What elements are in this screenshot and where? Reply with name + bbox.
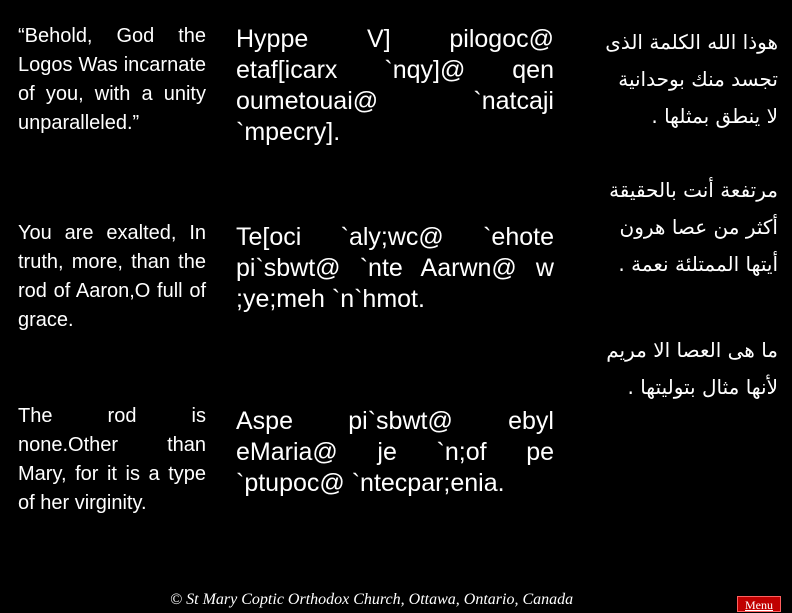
stanza-2-arabic bbox=[566, 172, 778, 283]
stanza-3-arabic bbox=[566, 332, 778, 406]
stanza-1-coptic: Hyppe V] pilogoc@ etaf[icarx `nqy]@ qen oumetouai@ `natcaji `mpecry]. bbox=[236, 25, 554, 146]
stanza-1-english: “Behold, God the Logos Was incarnate of you, with a unity unparalleled.” bbox=[18, 25, 206, 134]
arabic-line: لا ينطق بمثلها . bbox=[651, 104, 778, 128]
arabic-line: هوذا الله الكلمة الذى bbox=[605, 30, 778, 54]
copyright-footer: © St Mary Coptic Orthodox Church, Ottawa, Ontario, Canada bbox=[170, 591, 574, 608]
arabic-line: تجسد منك بوحدانية bbox=[618, 67, 778, 91]
stanza-1-arabic bbox=[566, 24, 778, 135]
stanza-2-english: You are exalted, In truth, more, than the rod of Aaron,O full of grace. bbox=[18, 222, 206, 331]
arabic-line: أكثر من عصا هرون bbox=[619, 215, 778, 239]
arabic-line: لأنها مثال بتوليتها . bbox=[627, 375, 778, 399]
arabic-line: مرتفعة أنت بالحقيقة bbox=[609, 178, 778, 202]
arabic-line: أيتها الممتلئة نعمة . bbox=[618, 252, 778, 276]
stanza-3-english: The rod is none.Other than Mary, for it is a type of her virginity. bbox=[18, 405, 206, 514]
stanza-2-coptic: Te[oci `aly;wc@ `ehote pi`sbwt@ `nte Aarwn@ w ;ye;meh `n`hmot. bbox=[236, 223, 554, 313]
menu-button[interactable]: Menu bbox=[737, 596, 781, 612]
stanza-3-coptic: Aspe pi`sbwt@ ebyl eMaria@ je `n;of pe `ptupoc@ `ntecpar;enia. bbox=[236, 407, 554, 497]
arabic-line: ما هى العصا الا مريم bbox=[606, 338, 778, 362]
